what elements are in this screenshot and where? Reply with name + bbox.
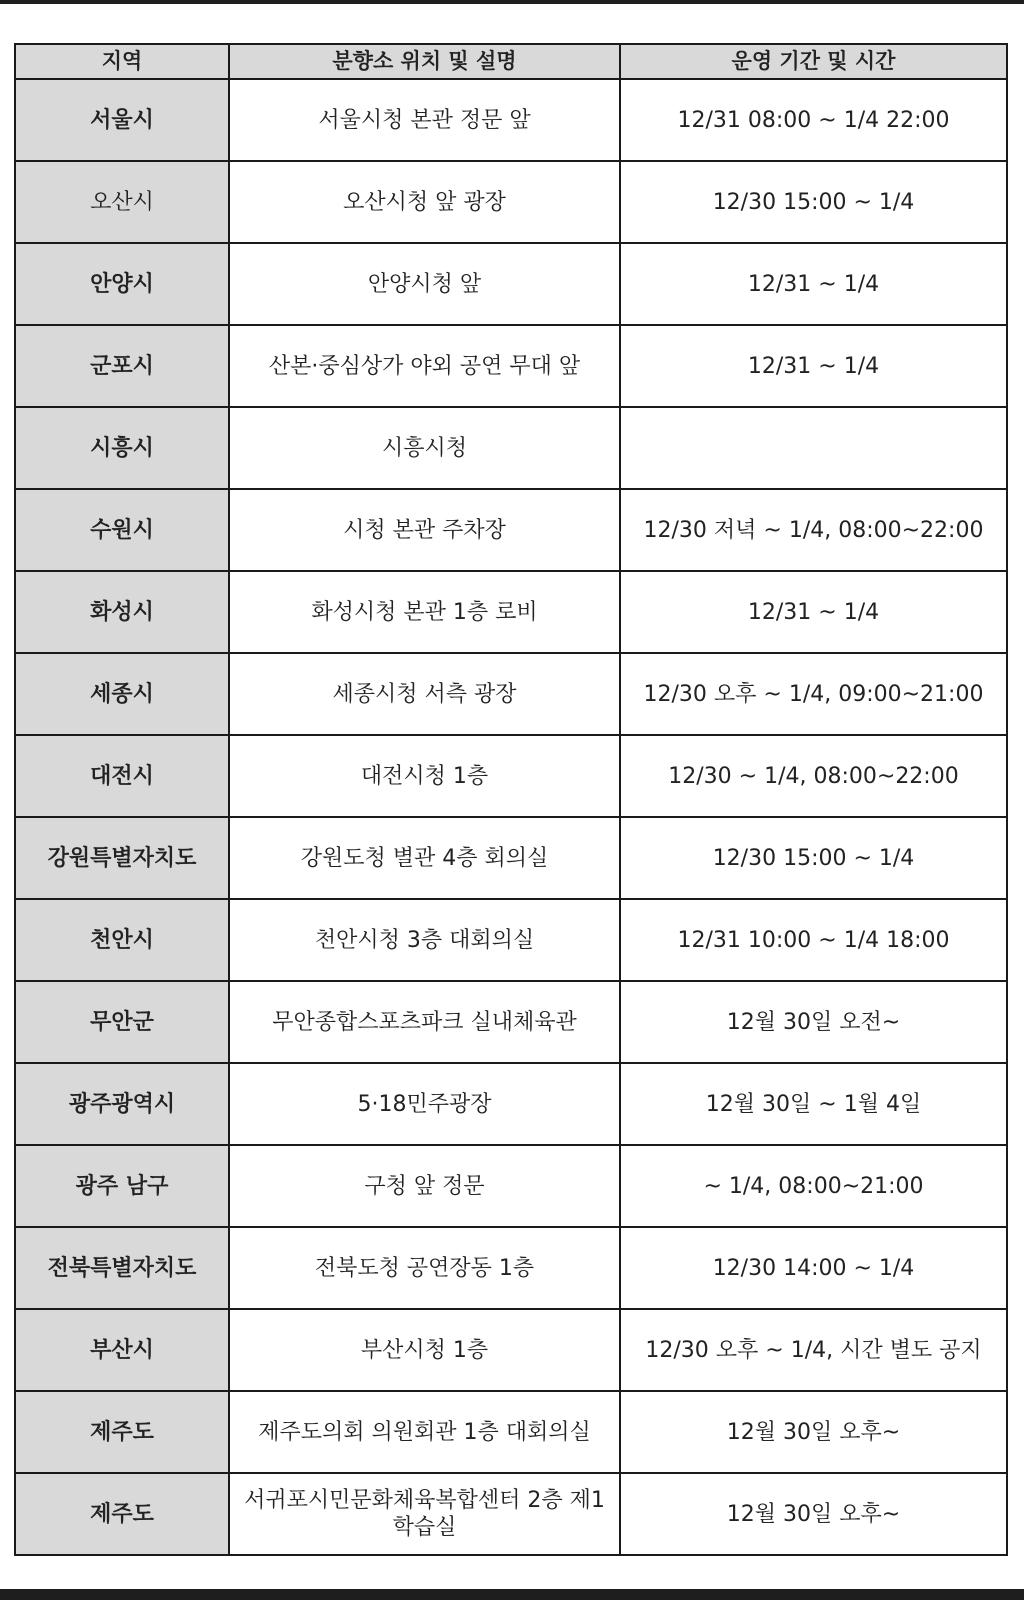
hours-cell: 12/31 10:00 ~ 1/4 18:00 — [620, 899, 1007, 981]
hours-cell: 12월 30일 오후~ — [620, 1473, 1007, 1555]
region-cell: 수원시 — [15, 489, 229, 571]
location-cell: 서귀포시민문화체육복합센터 2층 제1학습실 — [229, 1473, 620, 1555]
location-cell: 세종시청 서측 광장 — [229, 653, 620, 735]
table-row — [15, 407, 1007, 489]
region-cell: 오산시 — [15, 161, 229, 243]
hours-cell: 12/30 저녁 ~ 1/4, 08:00~22:00 — [620, 489, 1007, 571]
table-row — [15, 1473, 1007, 1555]
table-row — [15, 653, 1007, 735]
hours-cell: 12월 30일 오전~ — [620, 981, 1007, 1063]
region-cell: 부산시 — [15, 1309, 229, 1391]
table-body — [15, 79, 1007, 1555]
location-cell: 강원도청 별관 4층 회의실 — [229, 817, 620, 899]
header-location: 분향소 위치 및 설명 — [229, 44, 620, 79]
header-row — [15, 44, 1007, 79]
location-cell: 제주도의회 의원회관 1층 대회의실 — [229, 1391, 620, 1473]
location-cell: 무안종합스포츠파크 실내체육관 — [229, 981, 620, 1063]
region-cell: 무안군 — [15, 981, 229, 1063]
hours-cell: 12/31 ~ 1/4 — [620, 571, 1007, 653]
location-cell: 부산시청 1층 — [229, 1309, 620, 1391]
table-row — [15, 571, 1007, 653]
hours-cell: 12/30 오후 ~ 1/4, 09:00~21:00 — [620, 653, 1007, 735]
table-row — [15, 79, 1007, 161]
location-cell: 대전시청 1층 — [229, 735, 620, 817]
table-row — [15, 325, 1007, 407]
table-row — [15, 1391, 1007, 1473]
region-cell: 제주도 — [15, 1473, 229, 1555]
table-row — [15, 489, 1007, 571]
location-cell: 산본·중심상가 야외 공연 무대 앞 — [229, 325, 620, 407]
header-region: 지역 — [15, 44, 229, 79]
table-row — [15, 817, 1007, 899]
table-row — [15, 1227, 1007, 1309]
hours-cell: 12/31 ~ 1/4 — [620, 243, 1007, 325]
region-cell: 천안시 — [15, 899, 229, 981]
top-edge-bar — [0, 0, 1024, 4]
region-cell: 광주광역시 — [15, 1063, 229, 1145]
table-row — [15, 161, 1007, 243]
hours-cell: 12/30 오후 ~ 1/4, 시간 별도 공지 — [620, 1309, 1007, 1391]
table-row — [15, 981, 1007, 1063]
table-row — [15, 1145, 1007, 1227]
hours-cell: 12/30 ~ 1/4, 08:00~22:00 — [620, 735, 1007, 817]
location-cell: 화성시청 본관 1층 로비 — [229, 571, 620, 653]
location-cell: 서울시청 본관 정문 앞 — [229, 79, 620, 161]
hours-cell: 12/30 15:00 ~ 1/4 — [620, 817, 1007, 899]
hours-cell: 12/31 08:00 ~ 1/4 22:00 — [620, 79, 1007, 161]
location-cell: 시청 본관 주차장 — [229, 489, 620, 571]
hours-cell: 12월 30일 ~ 1월 4일 — [620, 1063, 1007, 1145]
bottom-edge-bar — [0, 1589, 1024, 1600]
location-cell: 5·18민주광장 — [229, 1063, 620, 1145]
location-cell: 시흥시청 — [229, 407, 620, 489]
table-row — [15, 1309, 1007, 1391]
table-header — [15, 44, 1007, 79]
location-cell: 천안시청 3층 대회의실 — [229, 899, 620, 981]
location-cell: 안양시청 앞 — [229, 243, 620, 325]
hours-cell: ~ 1/4, 08:00~21:00 — [620, 1145, 1007, 1227]
region-cell: 강원특별자치도 — [15, 817, 229, 899]
region-cell: 군포시 — [15, 325, 229, 407]
memorial-altar-table — [14, 43, 1008, 1556]
location-cell: 전북도청 공연장동 1층 — [229, 1227, 620, 1309]
header-hours: 운영 기간 및 시간 — [620, 44, 1007, 79]
location-cell: 구청 앞 정문 — [229, 1145, 620, 1227]
hours-cell: 12월 30일 오후~ — [620, 1391, 1007, 1473]
table-row — [15, 899, 1007, 981]
hours-cell: 12/30 14:00 ~ 1/4 — [620, 1227, 1007, 1309]
location-cell: 오산시청 앞 광장 — [229, 161, 620, 243]
hours-cell — [620, 407, 1007, 489]
region-cell: 세종시 — [15, 653, 229, 735]
hours-cell: 12/30 15:00 ~ 1/4 — [620, 161, 1007, 243]
region-cell: 전북특별자치도 — [15, 1227, 229, 1309]
region-cell: 화성시 — [15, 571, 229, 653]
region-cell: 안양시 — [15, 243, 229, 325]
memorial-altar-table-container — [14, 43, 1006, 1556]
hours-cell: 12/31 ~ 1/4 — [620, 325, 1007, 407]
region-cell: 제주도 — [15, 1391, 229, 1473]
region-cell: 대전시 — [15, 735, 229, 817]
table-row — [15, 735, 1007, 817]
region-cell: 서울시 — [15, 79, 229, 161]
table-row — [15, 243, 1007, 325]
table-row — [15, 1063, 1007, 1145]
region-cell: 광주 남구 — [15, 1145, 229, 1227]
region-cell: 시흥시 — [15, 407, 229, 489]
